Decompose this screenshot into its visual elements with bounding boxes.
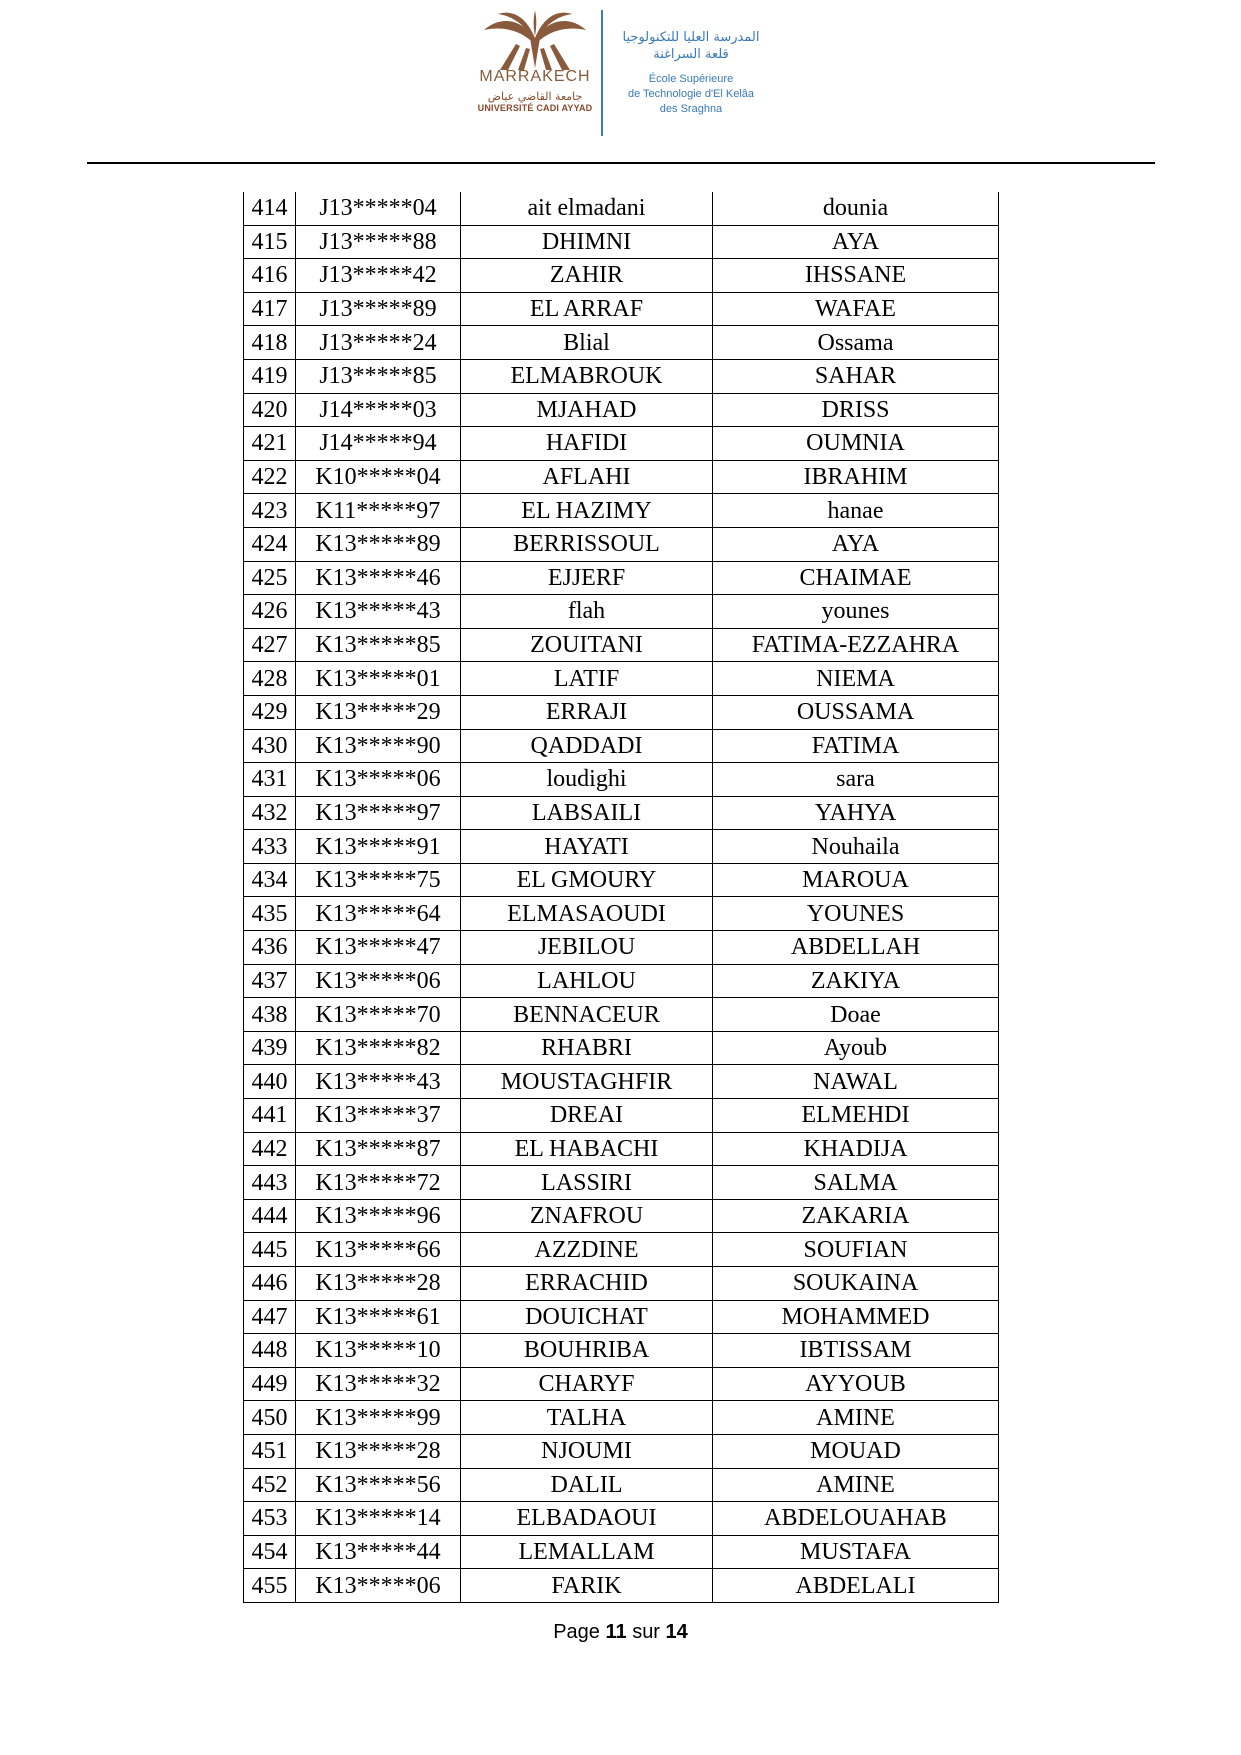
row-id: J14*****94 [296, 427, 461, 461]
table-row [244, 1099, 999, 1133]
table-row [244, 1065, 999, 1099]
page-footer [0, 1621, 1241, 1644]
university-logo [476, 8, 594, 140]
row-number: 436 [244, 931, 296, 965]
row-first-name: KHADIJA [713, 1132, 999, 1166]
row-first-name: SOUFIAN [713, 1233, 999, 1267]
row-last-name: AFLAHI [461, 460, 713, 494]
school-name-fr-2: de Technologie d'El Kelâa [627, 88, 755, 100]
table-row [244, 1132, 999, 1166]
table-row [244, 393, 999, 427]
logo-university-ar: جامعة القاضي عياض [487, 90, 583, 103]
row-number: 432 [244, 796, 296, 830]
footer-page-word: Page [553, 1621, 600, 1643]
row-first-name: MUSTAFA [713, 1535, 999, 1569]
row-id: K13*****14 [296, 1502, 461, 1536]
students-table-container [243, 192, 999, 1603]
table-row [244, 561, 999, 595]
row-id: K13*****01 [296, 662, 461, 696]
row-last-name: QADDADI [461, 729, 713, 763]
row-id: K13*****37 [296, 1099, 461, 1133]
row-last-name: EL HABACHI [461, 1132, 713, 1166]
row-first-name: SAHAR [713, 359, 999, 393]
row-id: J13*****89 [296, 292, 461, 326]
row-number: 451 [244, 1434, 296, 1468]
row-last-name: AZZDINE [461, 1233, 713, 1267]
table-row [244, 729, 999, 763]
row-id: K13*****43 [296, 1065, 461, 1099]
table-row [244, 326, 999, 360]
row-id: K10*****04 [296, 460, 461, 494]
row-number: 426 [244, 595, 296, 629]
row-first-name: FATIMA [713, 729, 999, 763]
row-last-name: FARIK [461, 1569, 713, 1603]
row-last-name: DOUICHAT [461, 1300, 713, 1334]
table-row [244, 259, 999, 293]
row-number: 435 [244, 897, 296, 931]
row-id: K13*****32 [296, 1367, 461, 1401]
row-id: K13*****91 [296, 830, 461, 864]
table-row [244, 427, 999, 461]
row-first-name: Nouhaila [713, 830, 999, 864]
row-last-name: EJJERF [461, 561, 713, 595]
table-row [244, 1434, 999, 1468]
school-name-ar-2: قلعة السراغنة [653, 47, 729, 62]
table-row [244, 1468, 999, 1502]
row-first-name: YOUNES [713, 897, 999, 931]
table-row [244, 931, 999, 965]
row-last-name: TALHA [461, 1401, 713, 1435]
row-number: 448 [244, 1334, 296, 1368]
table-row [244, 527, 999, 561]
row-id: K13*****72 [296, 1166, 461, 1200]
row-number: 440 [244, 1065, 296, 1099]
row-id: K13*****87 [296, 1132, 461, 1166]
table-row [244, 192, 999, 225]
row-last-name: ELMASAOUDI [461, 897, 713, 931]
table-row [244, 1367, 999, 1401]
row-last-name: ZAHIR [461, 259, 713, 293]
row-number: 454 [244, 1535, 296, 1569]
row-last-name: ERRACHID [461, 1267, 713, 1301]
row-last-name: LABSAILI [461, 796, 713, 830]
row-first-name: SALMA [713, 1166, 999, 1200]
row-first-name: OUSSAMA [713, 695, 999, 729]
row-id: J14*****03 [296, 393, 461, 427]
row-first-name: CHAIMAE [713, 561, 999, 595]
table-row [244, 460, 999, 494]
page-header [0, 0, 1241, 165]
row-id: K13*****85 [296, 628, 461, 662]
row-first-name: WAFAE [713, 292, 999, 326]
row-id: K13*****28 [296, 1267, 461, 1301]
row-id: K13*****75 [296, 863, 461, 897]
row-last-name: LEMALLAM [461, 1535, 713, 1569]
table-row [244, 494, 999, 528]
row-number: 438 [244, 998, 296, 1032]
row-last-name: ELBADAOUI [461, 1502, 713, 1536]
row-first-name: MOUAD [713, 1434, 999, 1468]
row-number: 427 [244, 628, 296, 662]
row-first-name: ABDELALI [713, 1569, 999, 1603]
row-number: 416 [244, 259, 296, 293]
row-last-name: RHABRI [461, 1031, 713, 1065]
row-first-name: younes [713, 595, 999, 629]
footer-page-total: 14 [665, 1621, 688, 1643]
row-id: K11*****97 [296, 494, 461, 528]
row-first-name: YAHYA [713, 796, 999, 830]
row-number: 417 [244, 292, 296, 326]
logo-university-fr: UNIVERSITÉ CADI AYYAD [477, 103, 593, 113]
row-first-name: AMINE [713, 1468, 999, 1502]
row-number: 420 [244, 393, 296, 427]
table-row [244, 1199, 999, 1233]
row-last-name: Blial [461, 326, 713, 360]
row-id: J13*****85 [296, 359, 461, 393]
logo-divider [601, 10, 603, 136]
row-id: K13*****46 [296, 561, 461, 595]
row-last-name: DALIL [461, 1468, 713, 1502]
row-id: K13*****66 [296, 1233, 461, 1267]
table-row [244, 1031, 999, 1065]
school-name-fr-3: des Sraghna [659, 103, 723, 115]
table-row [244, 863, 999, 897]
row-first-name: NAWAL [713, 1065, 999, 1099]
table-row [244, 763, 999, 797]
row-number: 437 [244, 964, 296, 998]
row-number: 424 [244, 527, 296, 561]
row-number: 444 [244, 1199, 296, 1233]
row-id: K13*****47 [296, 931, 461, 965]
table-row [244, 1233, 999, 1267]
row-first-name: ZAKARIA [713, 1199, 999, 1233]
students-table [243, 192, 999, 1603]
row-last-name: NJOUMI [461, 1434, 713, 1468]
row-number: 452 [244, 1468, 296, 1502]
row-number: 455 [244, 1569, 296, 1603]
row-last-name: ERRAJI [461, 695, 713, 729]
row-first-name: Doae [713, 998, 999, 1032]
row-number: 425 [244, 561, 296, 595]
table-row [244, 1166, 999, 1200]
row-first-name: IBTISSAM [713, 1334, 999, 1368]
row-id: K13*****43 [296, 595, 461, 629]
row-number: 446 [244, 1267, 296, 1301]
row-first-name: DRISS [713, 393, 999, 427]
row-last-name: LASSIRI [461, 1166, 713, 1200]
row-first-name: ABDELLAH [713, 931, 999, 965]
row-first-name: MOHAMMED [713, 1300, 999, 1334]
row-first-name: dounia [713, 192, 999, 225]
row-id: K13*****10 [296, 1334, 461, 1368]
row-id: K13*****06 [296, 763, 461, 797]
footer-page-current: 11 [605, 1621, 627, 1643]
row-number: 431 [244, 763, 296, 797]
table-row [244, 1502, 999, 1536]
row-number: 453 [244, 1502, 296, 1536]
row-number: 450 [244, 1401, 296, 1435]
school-name-fr [606, 72, 776, 117]
row-number: 429 [244, 695, 296, 729]
row-id: K13*****06 [296, 964, 461, 998]
row-id: J13*****04 [296, 192, 461, 225]
table-row [244, 1267, 999, 1301]
table-row [244, 897, 999, 931]
row-first-name: ELMEHDI [713, 1099, 999, 1133]
row-last-name: ZNAFROU [461, 1199, 713, 1233]
row-number: 422 [244, 460, 296, 494]
row-id: K13*****56 [296, 1468, 461, 1502]
footer-of-word: sur [632, 1621, 660, 1643]
row-number: 428 [244, 662, 296, 696]
table-row [244, 662, 999, 696]
row-id: K13*****61 [296, 1300, 461, 1334]
students-table-body [244, 192, 999, 1602]
row-first-name: sara [713, 763, 999, 797]
row-number: 442 [244, 1132, 296, 1166]
row-number: 449 [244, 1367, 296, 1401]
row-first-name: AYYOUB [713, 1367, 999, 1401]
palm-tree-icon [480, 8, 590, 72]
row-id: K13*****28 [296, 1434, 461, 1468]
table-row [244, 225, 999, 259]
school-name [606, 30, 776, 117]
header-divider [87, 162, 1155, 164]
row-number: 445 [244, 1233, 296, 1267]
row-last-name: loudighi [461, 763, 713, 797]
row-last-name: ELMABROUK [461, 359, 713, 393]
table-row [244, 359, 999, 393]
row-id: K13*****29 [296, 695, 461, 729]
row-last-name: EL GMOURY [461, 863, 713, 897]
row-first-name: Ossama [713, 326, 999, 360]
row-id: J13*****24 [296, 326, 461, 360]
row-first-name: MAROUA [713, 863, 999, 897]
row-number: 433 [244, 830, 296, 864]
row-number: 415 [244, 225, 296, 259]
school-name-fr-1: École Supérieure [648, 73, 734, 85]
row-first-name: FATIMA-EZZAHRA [713, 628, 999, 662]
row-number: 423 [244, 494, 296, 528]
row-last-name: LAHLOU [461, 964, 713, 998]
table-row [244, 998, 999, 1032]
row-first-name: AYA [713, 527, 999, 561]
row-first-name: ZAKIYA [713, 964, 999, 998]
row-first-name: OUMNIA [713, 427, 999, 461]
table-row [244, 628, 999, 662]
row-last-name: MOUSTAGHFIR [461, 1065, 713, 1099]
row-last-name: BOUHRIBA [461, 1334, 713, 1368]
row-first-name: IHSSANE [713, 259, 999, 293]
row-first-name: AYA [713, 225, 999, 259]
table-row [244, 1535, 999, 1569]
row-first-name: AMINE [713, 1401, 999, 1435]
row-number: 434 [244, 863, 296, 897]
row-last-name: ait elmadani [461, 192, 713, 225]
row-last-name: BENNACEUR [461, 998, 713, 1032]
row-id: J13*****88 [296, 225, 461, 259]
row-last-name: CHARYF [461, 1367, 713, 1401]
row-id: K13*****06 [296, 1569, 461, 1603]
row-first-name: IBRAHIM [713, 460, 999, 494]
table-row [244, 695, 999, 729]
row-id: K13*****90 [296, 729, 461, 763]
row-last-name: DHIMNI [461, 225, 713, 259]
row-number: 430 [244, 729, 296, 763]
row-id: K13*****70 [296, 998, 461, 1032]
row-last-name: EL HAZIMY [461, 494, 713, 528]
table-row [244, 1334, 999, 1368]
row-id: K13*****89 [296, 527, 461, 561]
row-number: 418 [244, 326, 296, 360]
row-last-name: LATIF [461, 662, 713, 696]
row-first-name: NIEMA [713, 662, 999, 696]
row-id: K13*****99 [296, 1401, 461, 1435]
table-row [244, 1300, 999, 1334]
row-last-name: DREAI [461, 1099, 713, 1133]
row-first-name: Ayoub [713, 1031, 999, 1065]
logo-city: MARRAKECH [479, 68, 591, 85]
row-number: 447 [244, 1300, 296, 1334]
row-last-name: EL ARRAF [461, 292, 713, 326]
row-last-name: BERRISSOUL [461, 527, 713, 561]
table-row [244, 964, 999, 998]
row-last-name: ZOUITANI [461, 628, 713, 662]
row-id: K13*****64 [296, 897, 461, 931]
row-number: 443 [244, 1166, 296, 1200]
row-id: K13*****96 [296, 1199, 461, 1233]
row-first-name: SOUKAINA [713, 1267, 999, 1301]
row-number: 421 [244, 427, 296, 461]
row-number: 439 [244, 1031, 296, 1065]
row-number: 441 [244, 1099, 296, 1133]
row-id: K13*****97 [296, 796, 461, 830]
row-number: 419 [244, 359, 296, 393]
row-last-name: flah [461, 595, 713, 629]
row-last-name: MJAHAD [461, 393, 713, 427]
school-name-ar-1: المدرسة العليا للتكنولوجيا [622, 30, 760, 45]
row-first-name: hanae [713, 494, 999, 528]
row-id: J13*****42 [296, 259, 461, 293]
table-row [244, 830, 999, 864]
table-row [244, 796, 999, 830]
row-last-name: JEBILOU [461, 931, 713, 965]
table-row [244, 1401, 999, 1435]
row-number: 414 [244, 192, 296, 225]
row-first-name: ABDELOUAHAB [713, 1502, 999, 1536]
row-id: K13*****44 [296, 1535, 461, 1569]
table-row [244, 292, 999, 326]
row-id: K13*****82 [296, 1031, 461, 1065]
row-last-name: HAFIDI [461, 427, 713, 461]
table-row [244, 595, 999, 629]
row-last-name: HAYATI [461, 830, 713, 864]
table-row [244, 1569, 999, 1603]
